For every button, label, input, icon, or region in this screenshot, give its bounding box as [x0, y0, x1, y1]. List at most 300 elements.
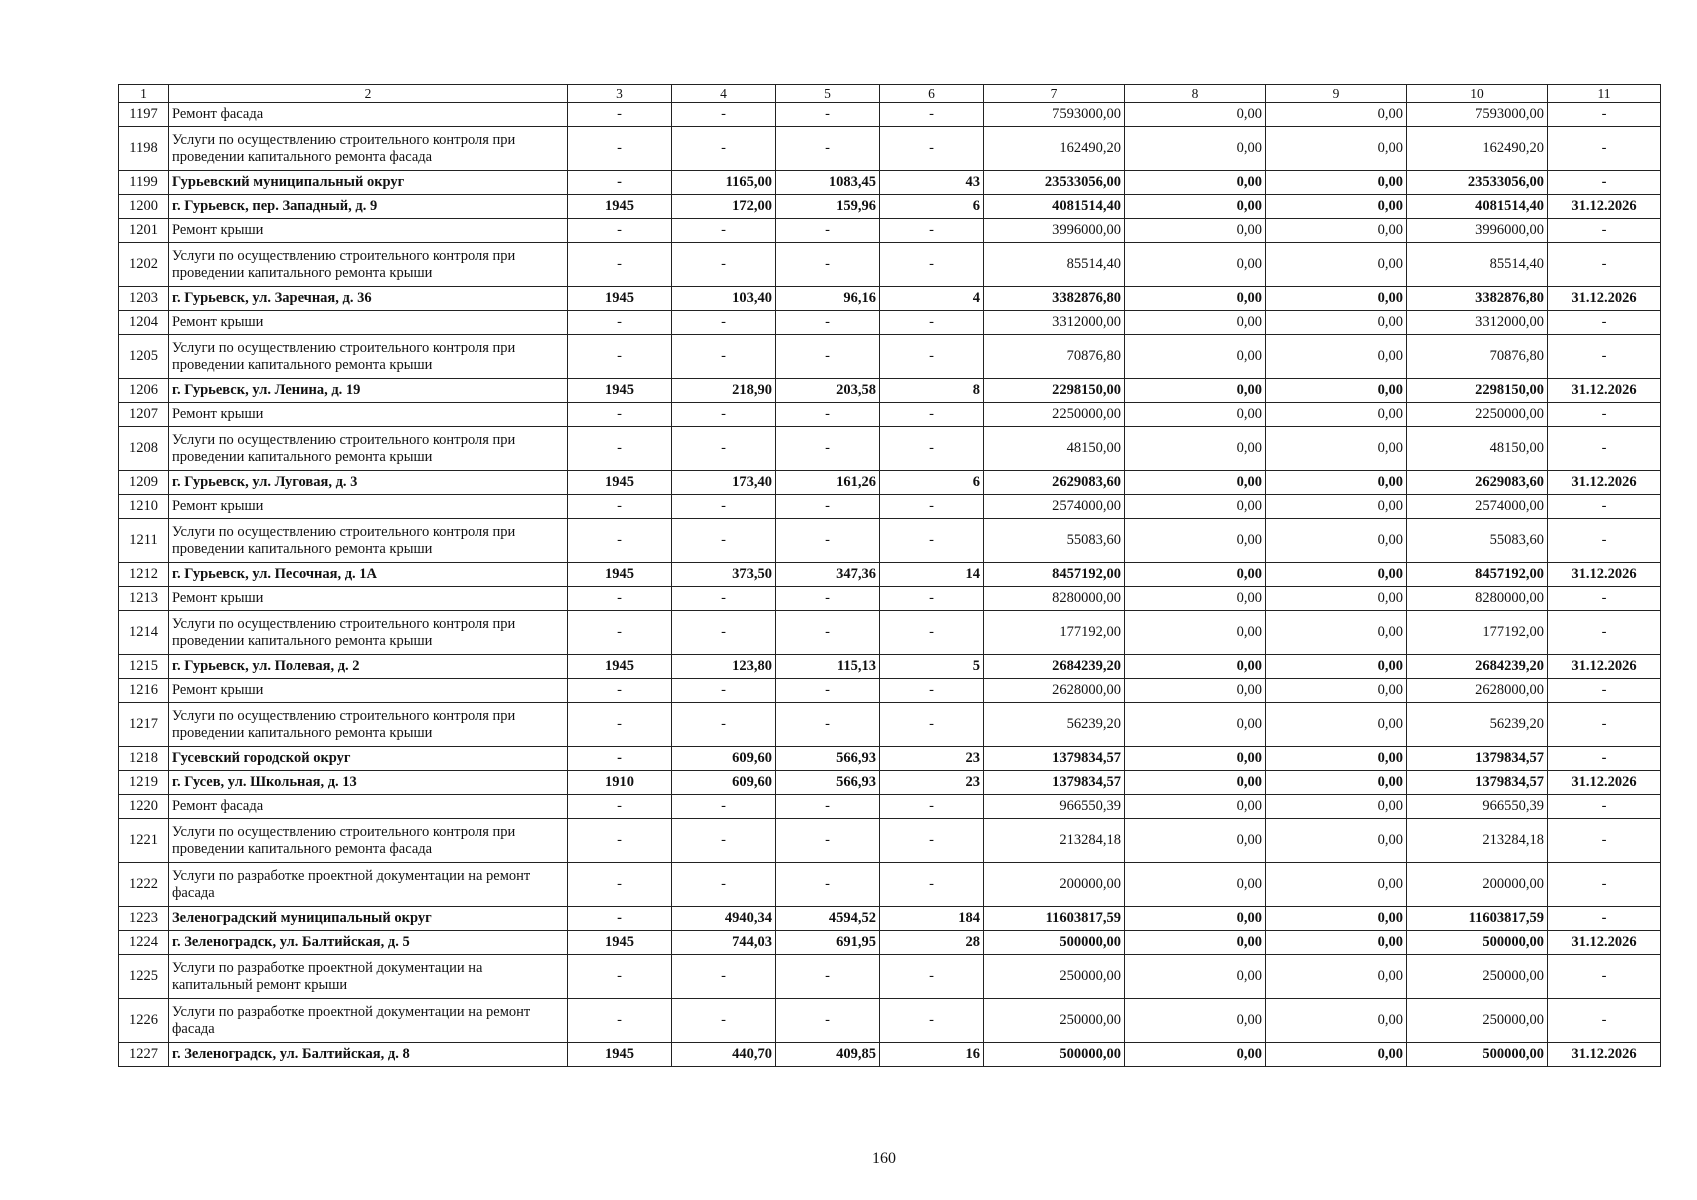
total-cost-cell: 2250000,00	[984, 403, 1125, 427]
row-number-cell: 1212	[119, 563, 169, 587]
item-name-cell: Ремонт крыши	[169, 679, 568, 703]
total-cost-cell: 250000,00	[984, 999, 1125, 1043]
completion-date-cell: 31.12.2026	[1548, 195, 1661, 219]
cost-col-10-cell: 3382876,80	[1407, 287, 1548, 311]
residents-count-cell: -	[880, 311, 984, 335]
item-name-cell: г. Зеленоградск, ул. Балтийская, д. 5	[169, 931, 568, 955]
total-cost-cell: 48150,00	[984, 427, 1125, 471]
build-year-cell: -	[568, 863, 672, 907]
row-number-cell: 1211	[119, 519, 169, 563]
row-number-cell: 1202	[119, 243, 169, 287]
total-area-cell: 4940,34	[672, 907, 776, 931]
build-year-cell: -	[568, 819, 672, 863]
total-area-cell: 440,70	[672, 1043, 776, 1067]
total-area-cell: 173,40	[672, 471, 776, 495]
cost-col-10-cell: 162490,20	[1407, 127, 1548, 171]
row-number-cell: 1214	[119, 611, 169, 655]
build-year-cell: -	[568, 703, 672, 747]
total-area-cell: -	[672, 587, 776, 611]
cost-col-8-cell: 0,00	[1125, 747, 1266, 771]
completion-date-cell: -	[1548, 219, 1661, 243]
cost-col-10-cell: 55083,60	[1407, 519, 1548, 563]
total-area-cell: -	[672, 795, 776, 819]
table-body	[119, 85, 1661, 1067]
item-name-cell: г. Гурьевск, ул. Полевая, д. 2	[169, 655, 568, 679]
total-cost-cell: 1379834,57	[984, 771, 1125, 795]
total-cost-cell: 8280000,00	[984, 587, 1125, 611]
total-cost-cell: 56239,20	[984, 703, 1125, 747]
table-row	[119, 471, 1661, 495]
completion-date-cell: -	[1548, 795, 1661, 819]
table-row	[119, 863, 1661, 907]
cost-col-8-cell: 0,00	[1125, 863, 1266, 907]
item-name-cell: г. Гурьевск, ул. Луговая, д. 3	[169, 471, 568, 495]
build-year-cell: 1945	[568, 379, 672, 403]
completion-date-cell: -	[1548, 403, 1661, 427]
build-year-cell: -	[568, 495, 672, 519]
cost-col-8-cell: 0,00	[1125, 931, 1266, 955]
column-header: 1	[119, 85, 169, 103]
cost-col-8-cell: 0,00	[1125, 379, 1266, 403]
completion-date-cell: -	[1548, 999, 1661, 1043]
living-area-cell: -	[776, 127, 880, 171]
cost-col-9-cell: 0,00	[1266, 171, 1407, 195]
residents-count-cell: 23	[880, 771, 984, 795]
row-number-cell: 1203	[119, 287, 169, 311]
cost-col-8-cell: 0,00	[1125, 795, 1266, 819]
table-row	[119, 587, 1661, 611]
table-row	[119, 495, 1661, 519]
residents-count-cell: 184	[880, 907, 984, 931]
build-year-cell: 1945	[568, 195, 672, 219]
living-area-cell: -	[776, 863, 880, 907]
cost-col-8-cell: 0,00	[1125, 679, 1266, 703]
cost-col-10-cell: 85514,40	[1407, 243, 1548, 287]
residents-count-cell: 8	[880, 379, 984, 403]
total-area-cell: -	[672, 999, 776, 1043]
build-year-cell: -	[568, 127, 672, 171]
total-cost-cell: 2628000,00	[984, 679, 1125, 703]
residents-count-cell: -	[880, 703, 984, 747]
residents-count-cell: -	[880, 243, 984, 287]
total-cost-cell: 966550,39	[984, 795, 1125, 819]
total-area-cell: -	[672, 679, 776, 703]
cost-col-8-cell: 0,00	[1125, 655, 1266, 679]
completion-date-cell: -	[1548, 587, 1661, 611]
row-number-cell: 1224	[119, 931, 169, 955]
item-name-cell: Услуги по осуществлению строительного контроля при проведении капитального ремонта фасада	[169, 819, 568, 863]
cost-col-9-cell: 0,00	[1266, 1043, 1407, 1067]
residents-count-cell: 43	[880, 171, 984, 195]
total-cost-cell: 500000,00	[984, 931, 1125, 955]
cost-col-9-cell: 0,00	[1266, 195, 1407, 219]
build-year-cell: -	[568, 999, 672, 1043]
item-name-cell: Ремонт крыши	[169, 495, 568, 519]
cost-col-10-cell: 48150,00	[1407, 427, 1548, 471]
item-name-cell: Ремонт крыши	[169, 219, 568, 243]
total-area-cell: -	[672, 403, 776, 427]
total-cost-cell: 1379834,57	[984, 747, 1125, 771]
cost-col-8-cell: 0,00	[1125, 103, 1266, 127]
total-area-cell: -	[672, 611, 776, 655]
completion-date-cell: -	[1548, 819, 1661, 863]
cost-col-8-cell: 0,00	[1125, 563, 1266, 587]
cost-col-9-cell: 0,00	[1266, 243, 1407, 287]
living-area-cell: 409,85	[776, 1043, 880, 1067]
residents-count-cell: 14	[880, 563, 984, 587]
build-year-cell: 1945	[568, 655, 672, 679]
cost-col-8-cell: 0,00	[1125, 1043, 1266, 1067]
build-year-cell: -	[568, 427, 672, 471]
cost-col-9-cell: 0,00	[1266, 795, 1407, 819]
cost-col-10-cell: 7593000,00	[1407, 103, 1548, 127]
item-name-cell: Зеленоградский муниципальный округ	[169, 907, 568, 931]
residents-count-cell: -	[880, 587, 984, 611]
cost-col-10-cell: 500000,00	[1407, 931, 1548, 955]
residents-count-cell: 4	[880, 287, 984, 311]
total-cost-cell: 2629083,60	[984, 471, 1125, 495]
item-name-cell: г. Гурьевск, ул. Ленина, д. 19	[169, 379, 568, 403]
completion-date-cell: -	[1548, 519, 1661, 563]
table-row	[119, 819, 1661, 863]
completion-date-cell: 31.12.2026	[1548, 771, 1661, 795]
cost-col-8-cell: 0,00	[1125, 519, 1266, 563]
living-area-cell: -	[776, 999, 880, 1043]
cost-col-9-cell: 0,00	[1266, 931, 1407, 955]
total-cost-cell: 23533056,00	[984, 171, 1125, 195]
table-row	[119, 955, 1661, 999]
living-area-cell: 347,36	[776, 563, 880, 587]
total-area-cell: 744,03	[672, 931, 776, 955]
item-name-cell: Услуги по разработке проектной документации на ремонт фасада	[169, 863, 568, 907]
cost-col-9-cell: 0,00	[1266, 495, 1407, 519]
living-area-cell: -	[776, 335, 880, 379]
residents-count-cell: -	[880, 955, 984, 999]
row-number-cell: 1227	[119, 1043, 169, 1067]
total-area-cell: -	[672, 955, 776, 999]
build-year-cell: -	[568, 587, 672, 611]
cost-col-9-cell: 0,00	[1266, 379, 1407, 403]
completion-date-cell: -	[1548, 171, 1661, 195]
build-year-cell: 1910	[568, 771, 672, 795]
cost-col-10-cell: 2298150,00	[1407, 379, 1548, 403]
row-number-cell: 1206	[119, 379, 169, 403]
cost-col-10-cell: 11603817,59	[1407, 907, 1548, 931]
total-area-cell: -	[672, 219, 776, 243]
living-area-cell: 159,96	[776, 195, 880, 219]
total-cost-cell: 11603817,59	[984, 907, 1125, 931]
row-number-cell: 1199	[119, 171, 169, 195]
living-area-cell: -	[776, 311, 880, 335]
cost-col-10-cell: 213284,18	[1407, 819, 1548, 863]
cost-col-10-cell: 56239,20	[1407, 703, 1548, 747]
cost-col-9-cell: 0,00	[1266, 655, 1407, 679]
cost-col-8-cell: 0,00	[1125, 611, 1266, 655]
table-row	[119, 795, 1661, 819]
residents-count-cell: -	[880, 795, 984, 819]
item-name-cell: Услуги по осуществлению строительного контроля при проведении капитального ремонта крыши	[169, 427, 568, 471]
table-row	[119, 655, 1661, 679]
total-cost-cell: 4081514,40	[984, 195, 1125, 219]
residents-count-cell: -	[880, 427, 984, 471]
cost-col-10-cell: 23533056,00	[1407, 171, 1548, 195]
total-area-cell: -	[672, 335, 776, 379]
cost-col-9-cell: 0,00	[1266, 403, 1407, 427]
build-year-cell: -	[568, 955, 672, 999]
residents-count-cell: 23	[880, 747, 984, 771]
residents-count-cell: 6	[880, 471, 984, 495]
cost-col-9-cell: 0,00	[1266, 287, 1407, 311]
cost-col-10-cell: 70876,80	[1407, 335, 1548, 379]
completion-date-cell: 31.12.2026	[1548, 1043, 1661, 1067]
total-area-cell: 218,90	[672, 379, 776, 403]
build-year-cell: -	[568, 335, 672, 379]
column-header: 2	[169, 85, 568, 103]
row-number-cell: 1216	[119, 679, 169, 703]
column-number-row	[119, 85, 1661, 103]
cost-col-9-cell: 0,00	[1266, 907, 1407, 931]
living-area-cell: 566,93	[776, 771, 880, 795]
table-row	[119, 335, 1661, 379]
build-year-cell: -	[568, 679, 672, 703]
residents-count-cell: -	[880, 999, 984, 1043]
row-number-cell: 1226	[119, 999, 169, 1043]
item-name-cell: г. Гурьевск, пер. Западный, д. 9	[169, 195, 568, 219]
residents-count-cell: -	[880, 519, 984, 563]
cost-col-9-cell: 0,00	[1266, 703, 1407, 747]
cost-col-8-cell: 0,00	[1125, 195, 1266, 219]
build-year-cell: 1945	[568, 563, 672, 587]
column-header: 10	[1407, 85, 1548, 103]
total-cost-cell: 162490,20	[984, 127, 1125, 171]
item-name-cell: Услуги по осуществлению строительного контроля при проведении капитального ремонта фасада	[169, 127, 568, 171]
build-year-cell: -	[568, 311, 672, 335]
table-row	[119, 403, 1661, 427]
living-area-cell: -	[776, 403, 880, 427]
completion-date-cell: -	[1548, 103, 1661, 127]
total-cost-cell: 200000,00	[984, 863, 1125, 907]
total-cost-cell: 500000,00	[984, 1043, 1125, 1067]
row-number-cell: 1207	[119, 403, 169, 427]
completion-date-cell: 31.12.2026	[1548, 471, 1661, 495]
cost-col-9-cell: 0,00	[1266, 427, 1407, 471]
row-number-cell: 1198	[119, 127, 169, 171]
cost-col-8-cell: 0,00	[1125, 819, 1266, 863]
completion-date-cell: -	[1548, 311, 1661, 335]
item-name-cell: Гурьевский муниципальный округ	[169, 171, 568, 195]
total-cost-cell: 2684239,20	[984, 655, 1125, 679]
table-row	[119, 243, 1661, 287]
cost-col-8-cell: 0,00	[1125, 907, 1266, 931]
column-header: 5	[776, 85, 880, 103]
column-header: 8	[1125, 85, 1266, 103]
page-number: 160	[872, 1150, 896, 1167]
build-year-cell: -	[568, 219, 672, 243]
row-number-cell: 1205	[119, 335, 169, 379]
row-number-cell: 1201	[119, 219, 169, 243]
living-area-cell: -	[776, 703, 880, 747]
total-area-cell: 103,40	[672, 287, 776, 311]
cost-col-8-cell: 0,00	[1125, 403, 1266, 427]
total-area-cell: -	[672, 703, 776, 747]
cost-col-10-cell: 2574000,00	[1407, 495, 1548, 519]
cost-col-10-cell: 1379834,57	[1407, 747, 1548, 771]
living-area-cell: -	[776, 427, 880, 471]
total-cost-cell: 3312000,00	[984, 311, 1125, 335]
build-year-cell: 1945	[568, 287, 672, 311]
cost-col-9-cell: 0,00	[1266, 863, 1407, 907]
living-area-cell: 691,95	[776, 931, 880, 955]
total-cost-cell: 3382876,80	[984, 287, 1125, 311]
total-cost-cell: 2298150,00	[984, 379, 1125, 403]
cost-col-8-cell: 0,00	[1125, 427, 1266, 471]
column-header: 6	[880, 85, 984, 103]
residents-count-cell: -	[880, 611, 984, 655]
item-name-cell: Услуги по разработке проектной документации на ремонт фасада	[169, 999, 568, 1043]
item-name-cell: г. Зеленоградск, ул. Балтийская, д. 8	[169, 1043, 568, 1067]
table-row	[119, 287, 1661, 311]
cost-col-8-cell: 0,00	[1125, 243, 1266, 287]
build-year-cell: -	[568, 103, 672, 127]
living-area-cell: 115,13	[776, 655, 880, 679]
cost-col-10-cell: 2684239,20	[1407, 655, 1548, 679]
completion-date-cell: -	[1548, 335, 1661, 379]
total-cost-cell: 55083,60	[984, 519, 1125, 563]
item-name-cell: Услуги по осуществлению строительного контроля при проведении капитального ремонта крыши	[169, 703, 568, 747]
column-header: 9	[1266, 85, 1407, 103]
cost-col-8-cell: 0,00	[1125, 335, 1266, 379]
completion-date-cell: -	[1548, 243, 1661, 287]
total-area-cell: -	[672, 519, 776, 563]
item-name-cell: Услуги по разработке проектной документации на капитальный ремонт крыши	[169, 955, 568, 999]
build-year-cell: -	[568, 907, 672, 931]
cost-col-9-cell: 0,00	[1266, 611, 1407, 655]
total-area-cell: -	[672, 863, 776, 907]
total-cost-cell: 2574000,00	[984, 495, 1125, 519]
total-cost-cell: 250000,00	[984, 955, 1125, 999]
completion-date-cell: 31.12.2026	[1548, 931, 1661, 955]
table-row	[119, 379, 1661, 403]
row-number-cell: 1209	[119, 471, 169, 495]
cost-col-8-cell: 0,00	[1125, 703, 1266, 747]
column-header: 7	[984, 85, 1125, 103]
completion-date-cell: 31.12.2026	[1548, 379, 1661, 403]
residents-count-cell: -	[880, 103, 984, 127]
row-number-cell: 1213	[119, 587, 169, 611]
cost-col-8-cell: 0,00	[1125, 771, 1266, 795]
total-area-cell: -	[672, 103, 776, 127]
row-number-cell: 1215	[119, 655, 169, 679]
table-row	[119, 103, 1661, 127]
residents-count-cell: 28	[880, 931, 984, 955]
cost-col-9-cell: 0,00	[1266, 819, 1407, 863]
completion-date-cell: -	[1548, 127, 1661, 171]
residents-count-cell: -	[880, 127, 984, 171]
cost-col-9-cell: 0,00	[1266, 219, 1407, 243]
cost-col-10-cell: 3996000,00	[1407, 219, 1548, 243]
item-name-cell: Услуги по осуществлению строительного контроля при проведении капитального ремонта крыши	[169, 335, 568, 379]
living-area-cell: -	[776, 219, 880, 243]
completion-date-cell: -	[1548, 863, 1661, 907]
item-name-cell: Услуги по осуществлению строительного контроля при проведении капитального ремонта крыши	[169, 243, 568, 287]
residents-count-cell: -	[880, 495, 984, 519]
cost-col-8-cell: 0,00	[1125, 955, 1266, 999]
total-area-cell: 123,80	[672, 655, 776, 679]
residents-count-cell: 6	[880, 195, 984, 219]
item-name-cell: Ремонт крыши	[169, 587, 568, 611]
completion-date-cell: 31.12.2026	[1548, 287, 1661, 311]
item-name-cell: г. Гусев, ул. Школьная, д. 13	[169, 771, 568, 795]
row-number-cell: 1208	[119, 427, 169, 471]
item-name-cell: Ремонт крыши	[169, 311, 568, 335]
cost-col-9-cell: 0,00	[1266, 471, 1407, 495]
total-area-cell: 609,60	[672, 771, 776, 795]
item-name-cell: г. Гурьевск, ул. Песочная, д. 1А	[169, 563, 568, 587]
total-area-cell: -	[672, 311, 776, 335]
table-row	[119, 311, 1661, 335]
residents-count-cell: -	[880, 335, 984, 379]
cost-col-8-cell: 0,00	[1125, 287, 1266, 311]
cost-col-9-cell: 0,00	[1266, 955, 1407, 999]
table-row	[119, 219, 1661, 243]
completion-date-cell: 31.12.2026	[1548, 655, 1661, 679]
build-year-cell: -	[568, 611, 672, 655]
cost-col-9-cell: 0,00	[1266, 127, 1407, 171]
living-area-cell: -	[776, 243, 880, 287]
total-area-cell: -	[672, 495, 776, 519]
living-area-cell: -	[776, 587, 880, 611]
build-year-cell: 1945	[568, 1043, 672, 1067]
build-year-cell: -	[568, 243, 672, 287]
cost-col-10-cell: 2628000,00	[1407, 679, 1548, 703]
residents-count-cell: -	[880, 403, 984, 427]
cost-col-8-cell: 0,00	[1125, 219, 1266, 243]
total-area-cell: -	[672, 819, 776, 863]
cost-col-9-cell: 0,00	[1266, 771, 1407, 795]
living-area-cell: 4594,52	[776, 907, 880, 931]
table-row	[119, 127, 1661, 171]
cost-col-10-cell: 966550,39	[1407, 795, 1548, 819]
table-row	[119, 427, 1661, 471]
cost-col-10-cell: 2629083,60	[1407, 471, 1548, 495]
table-row	[119, 519, 1661, 563]
column-header: 11	[1548, 85, 1661, 103]
cost-col-10-cell: 177192,00	[1407, 611, 1548, 655]
cost-col-10-cell: 8457192,00	[1407, 563, 1548, 587]
living-area-cell: -	[776, 795, 880, 819]
cost-col-8-cell: 0,00	[1125, 999, 1266, 1043]
table-row	[119, 931, 1661, 955]
register-table	[118, 84, 1661, 1067]
row-number-cell: 1217	[119, 703, 169, 747]
living-area-cell: 203,58	[776, 379, 880, 403]
cost-col-9-cell: 0,00	[1266, 311, 1407, 335]
living-area-cell: -	[776, 679, 880, 703]
cost-col-9-cell: 0,00	[1266, 679, 1407, 703]
completion-date-cell: -	[1548, 907, 1661, 931]
row-number-cell: 1197	[119, 103, 169, 127]
column-header: 4	[672, 85, 776, 103]
table-row	[119, 611, 1661, 655]
living-area-cell: 96,16	[776, 287, 880, 311]
item-name-cell: г. Гурьевск, ул. Заречная, д. 36	[169, 287, 568, 311]
cost-col-8-cell: 0,00	[1125, 311, 1266, 335]
column-header: 3	[568, 85, 672, 103]
cost-col-9-cell: 0,00	[1266, 519, 1407, 563]
completion-date-cell: -	[1548, 495, 1661, 519]
cost-col-10-cell: 8280000,00	[1407, 587, 1548, 611]
row-number-cell: 1200	[119, 195, 169, 219]
